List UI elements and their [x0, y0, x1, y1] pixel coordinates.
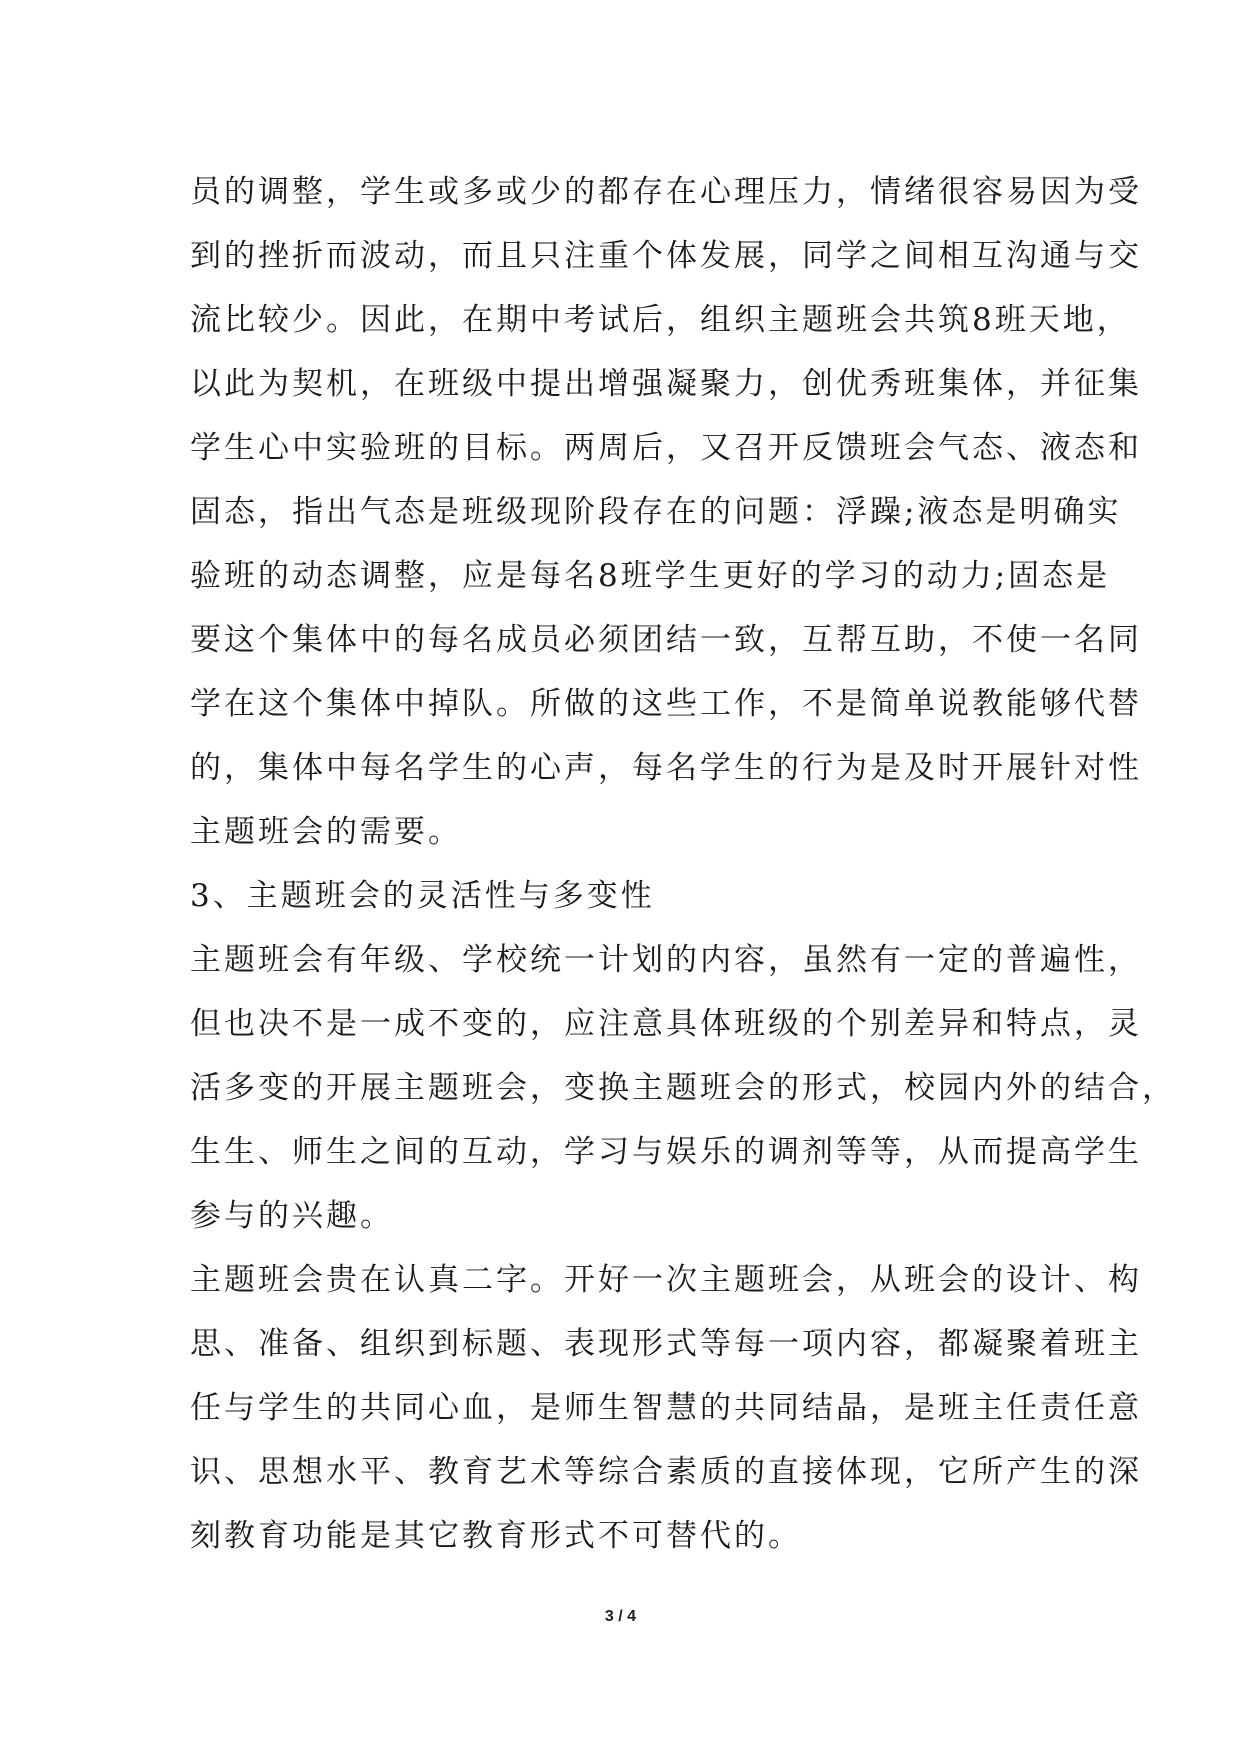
text-line: 生生、师生之间的互动，学习与娱乐的调剂等等，从而提高学生 [190, 1134, 1142, 1170]
text-line: 以此为契机，在班级中提出增强凝聚力，创优秀班集体，并征集 [190, 366, 1142, 402]
text-line: 要这个集体中的每名成员必须团结一致，互帮互助，不使一名同 [190, 622, 1142, 658]
text-line: 识、思想水平、教育艺术等综合素质的直接体现，它所产生的深 [190, 1454, 1142, 1490]
text-line: 主题班会贵在认真二字。开好一次主题班会，从班会的设计、构 [190, 1262, 1142, 1298]
text-line: 固态，指出气态是班级现阶段存在的问题：浮躁;液态是明确实 [190, 494, 1122, 530]
text-line: 活多变的开展主题班会，变换主题班会的形式，校园内外的结合， [190, 1070, 1176, 1106]
text-line: 验班的动态调整，应是每名8班学生更好的学习的动力;固态是 [190, 558, 1111, 594]
page-number: 3 / 4 [604, 1608, 637, 1625]
text-line: 刻教育功能是其它教育形式不可替代的。 [190, 1518, 802, 1554]
paragraph-1 [190, 160, 1142, 864]
text-line: 的，集体中每名学生的心声，每名学生的行为是及时开展针对性 [190, 750, 1142, 786]
text-line: 但也决不是一成不变的，应注意具体班级的个别差异和特点，灵 [190, 1006, 1142, 1042]
text-line: 到的挫折而波动，而且只注重个体发展，同学之间相互沟通与交 [190, 238, 1142, 274]
paragraph-3 [190, 1248, 1142, 1568]
text-line: 主题班会有年级、学校统一计划的内容，虽然有一定的普遍性， [190, 942, 1142, 978]
paragraph-2 [190, 928, 1176, 1248]
text-line: 任与学生的共同心血，是师生智慧的共同结晶，是班主任责任意 [190, 1390, 1142, 1426]
text-line: 主题班会的需要。 [190, 814, 462, 850]
text-line: 员的调整，学生或多或少的都存在心理压力，情绪很容易因为受 [190, 174, 1142, 210]
text-line: 参与的兴趣。 [190, 1198, 394, 1234]
text-line: 学生心中实验班的目标。两周后，又召开反馈班会气态、液态和 [190, 430, 1142, 466]
text-line: 学在这个集体中掉队。所做的这些工作，不是简单说教能够代替 [190, 686, 1142, 722]
section-heading: 3、主题班会的灵活性与多变性 [190, 878, 655, 914]
document-body [190, 160, 1176, 1568]
text-line: 流比较少。因此，在期中考试后，组织主题班会共筑8班天地， [190, 302, 1131, 338]
text-line: 思、准备、组织到标题、表现形式等每一项内容，都凝聚着班主 [190, 1326, 1142, 1362]
